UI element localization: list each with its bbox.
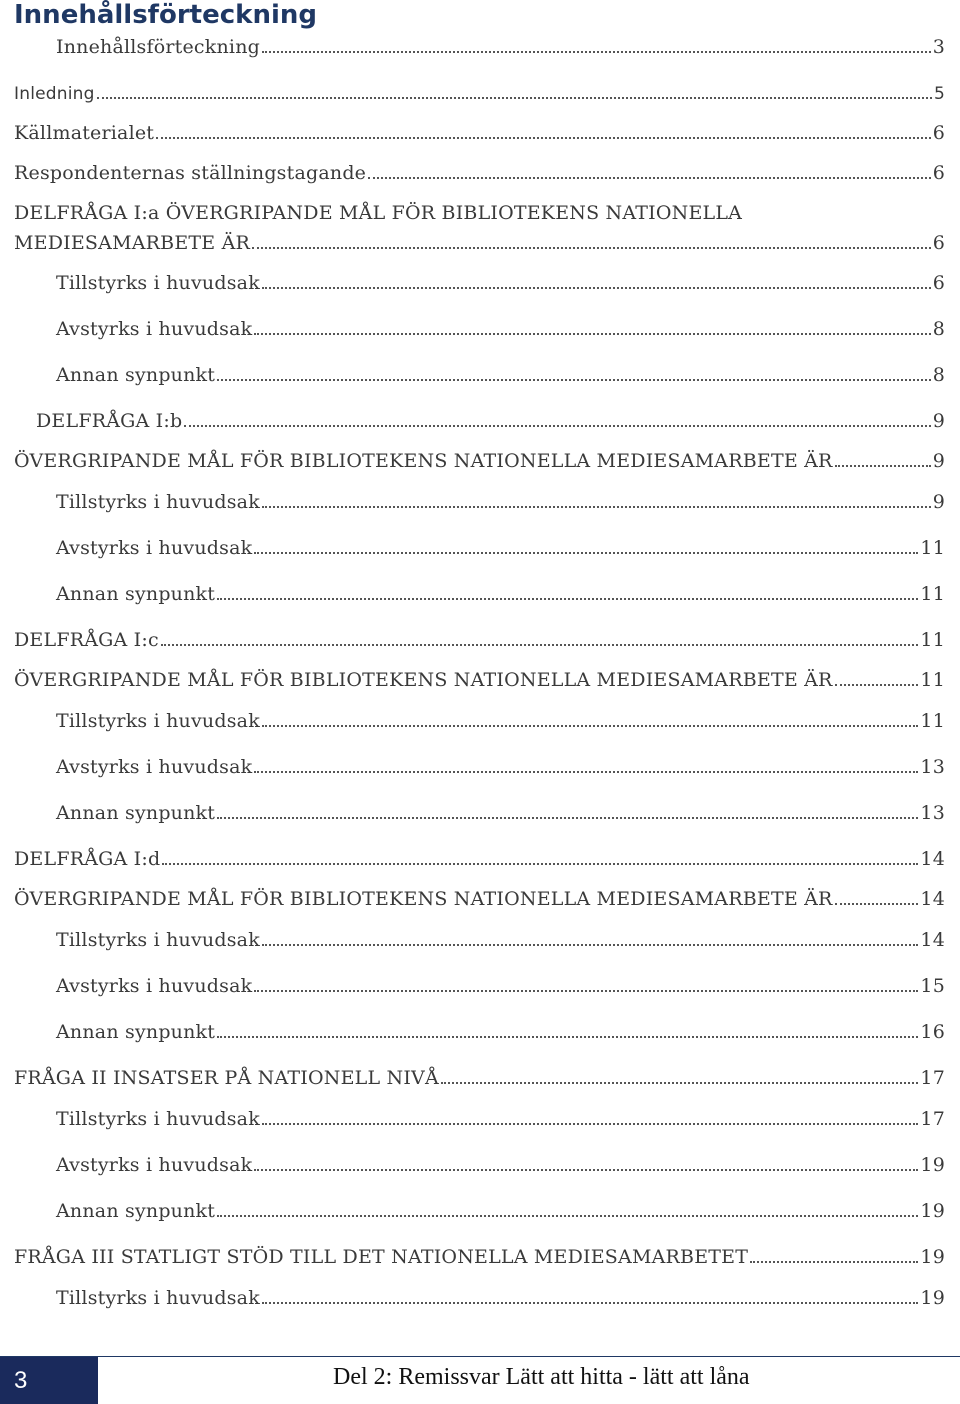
dot-leader: [254, 332, 930, 335]
toc-entry-title: FRÅGA III STATLIGT STÖD TILL DET NATIONELLA MEDIESAMARBETET: [14, 1246, 749, 1268]
toc-entry-page: 14: [920, 888, 945, 910]
toc-entry-page: 9: [932, 450, 945, 472]
footer-rule: [0, 1356, 960, 1357]
toc-entry-title: ÖVERGRIPANDE MÅL FÖR BIBLIOTEKENS NATIONELLA MEDIESAMARBETE ÄR: [14, 450, 833, 472]
toc-entry-page: 14: [920, 929, 945, 951]
dot-leader: [262, 943, 918, 946]
toc-entry-title: Avstyrks i huvudsak: [56, 756, 253, 778]
toc-entry-page: 9: [932, 491, 945, 513]
toc-entry-title: Tillstyrks i huvudsak: [56, 1108, 260, 1130]
toc-entry[interactable]: [56, 1017, 945, 1043]
dot-leader: [161, 643, 919, 646]
toc-entry-page: 8: [932, 318, 945, 340]
dot-leader: [262, 50, 931, 53]
toc-entry[interactable]: [56, 360, 945, 386]
toc-entry-page: 19: [920, 1246, 945, 1268]
toc-entry[interactable]: [56, 32, 945, 58]
toc-entry[interactable]: [56, 798, 945, 824]
toc-entry-page: 8: [932, 364, 945, 386]
toc-entry-title: Avstyrks i huvudsak: [56, 537, 253, 559]
toc-entry-page: 11: [920, 583, 945, 605]
footer-title: Del 2: Remissvar Lätt att hitta - lätt att låna: [333, 1364, 750, 1390]
toc-entry[interactable]: [56, 1150, 945, 1176]
dot-leader: [217, 1035, 918, 1038]
toc-entry[interactable]: [56, 1104, 945, 1130]
toc-entry-page: 11: [920, 537, 945, 559]
dot-leader: [217, 378, 931, 381]
toc-entry-title: Annan synpunkt: [56, 1200, 216, 1222]
toc-entry-page: 6: [932, 232, 945, 254]
toc-entry-page: 9: [932, 410, 945, 432]
toc-entry-title-line1: DELFRÅGA I:a ÖVERGRIPANDE MÅL FÖR BIBLIOTEKENS NATIONELLA: [14, 202, 743, 224]
page-number: 3: [14, 1366, 28, 1394]
toc-entry[interactable]: [14, 884, 945, 910]
toc-entry-title: Tillstyrks i huvudsak: [56, 272, 260, 294]
toc-entry-title: ÖVERGRIPANDE MÅL FÖR BIBLIOTEKENS NATIONELLA MEDIESAMARBETE ÄR: [14, 888, 833, 910]
toc-entry[interactable]: [56, 971, 945, 997]
dot-leader: [184, 424, 930, 427]
dot-leader: [217, 597, 918, 600]
toc-entry[interactable]: [56, 1196, 945, 1222]
page-number-badge: [0, 1357, 98, 1404]
toc-entry-title: Inledning: [14, 84, 95, 104]
toc-entry-title: Källmaterialet: [14, 122, 155, 144]
dot-leader: [750, 1260, 918, 1263]
toc-entry[interactable]: [56, 706, 945, 732]
toc-entry-title: Annan synpunkt: [56, 364, 216, 386]
toc-entry-page: 13: [920, 756, 945, 778]
toc-entry-page: 5: [933, 84, 945, 104]
dot-leader: [441, 1081, 919, 1084]
toc-entry-title: Tillstyrks i huvudsak: [56, 1287, 260, 1309]
toc-entry-page: 11: [920, 669, 945, 691]
toc-entry[interactable]: [36, 406, 945, 432]
dot-leader: [262, 724, 918, 727]
toc-entry[interactable]: [14, 228, 945, 254]
dot-leader: [252, 246, 931, 249]
toc-entry-title: Avstyrks i huvudsak: [56, 318, 253, 340]
toc-entry[interactable]: [56, 314, 945, 340]
toc-entry[interactable]: [14, 446, 945, 472]
toc-entry[interactable]: [14, 625, 945, 651]
dot-leader: [217, 1214, 918, 1217]
dot-leader: [262, 1301, 918, 1304]
toc-entry-page: 3: [932, 36, 945, 58]
dot-leader: [262, 286, 931, 289]
dot-leader: [835, 902, 919, 905]
toc-entry-title: DELFRÅGA I:b: [36, 410, 183, 432]
toc-entry-page: 13: [920, 802, 945, 824]
toc-entry[interactable]: [14, 665, 945, 691]
toc-heading: Innehållsförteckning: [14, 0, 317, 30]
toc-entry-page: 6: [932, 122, 945, 144]
toc-entry[interactable]: [56, 268, 945, 294]
toc-entry-page: 19: [920, 1287, 945, 1309]
toc-entry[interactable]: [14, 1242, 945, 1268]
toc-entry-title: DELFRÅGA I:c: [14, 629, 159, 651]
dot-leader: [254, 551, 918, 554]
toc-entry-title: Tillstyrks i huvudsak: [56, 491, 260, 513]
toc-entry[interactable]: [14, 158, 945, 184]
toc-entry[interactable]: [56, 487, 945, 513]
dot-leader: [254, 989, 918, 992]
dot-leader: [835, 683, 919, 686]
toc-entry-title: Innehållsförteckning: [56, 36, 260, 58]
toc-entry[interactable]: [56, 579, 945, 605]
toc-entry-title: Tillstyrks i huvudsak: [56, 929, 260, 951]
toc-entry[interactable]: [14, 1063, 945, 1089]
dot-leader: [262, 1122, 918, 1125]
toc-entry[interactable]: [14, 118, 945, 144]
toc-entry-page: 11: [920, 710, 945, 732]
toc-entry-page: 6: [932, 272, 945, 294]
dot-leader: [156, 136, 931, 139]
toc-entry-title: FRÅGA II INSATSER PÅ NATIONELL NIVÅ: [14, 1067, 439, 1089]
toc-entry-page: 15: [920, 975, 945, 997]
toc-entry-page: 16: [920, 1021, 945, 1043]
toc-entry-title: Annan synpunkt: [56, 583, 216, 605]
toc-entry-page: 14: [920, 848, 945, 870]
toc-entry-title: DELFRÅGA I:d: [14, 848, 161, 870]
toc-entry[interactable]: [56, 1283, 945, 1309]
toc-entry-page: 17: [920, 1108, 945, 1130]
dot-leader: [368, 176, 931, 179]
dot-leader: [97, 96, 932, 99]
toc-entry-title: MEDIESAMARBETE ÄR: [14, 232, 250, 254]
dot-leader: [254, 770, 918, 773]
toc-entry[interactable]: [56, 533, 945, 559]
toc-entry-page: 19: [920, 1154, 945, 1176]
toc-entry-page: 11: [920, 629, 945, 651]
dot-leader: [254, 1168, 918, 1171]
toc-entry-title: Respondenternas ställningstagande: [14, 162, 367, 184]
dot-leader: [262, 505, 931, 508]
dot-leader: [162, 862, 918, 865]
dot-leader: [217, 816, 918, 819]
toc-entry-title: Avstyrks i huvudsak: [56, 975, 253, 997]
toc-entry[interactable]: [14, 78, 945, 104]
toc-entry-title: ÖVERGRIPANDE MÅL FÖR BIBLIOTEKENS NATIONELLA MEDIESAMARBETE ÄR: [14, 669, 833, 691]
toc-entry-title: Annan synpunkt: [56, 802, 216, 824]
toc-entry[interactable]: [14, 844, 945, 870]
toc-entry[interactable]: [56, 752, 945, 778]
toc-entry-title: Avstyrks i huvudsak: [56, 1154, 253, 1176]
toc-entry-page: 17: [920, 1067, 945, 1089]
toc-entry-title: Annan synpunkt: [56, 1021, 216, 1043]
toc-entry-title: Tillstyrks i huvudsak: [56, 710, 260, 732]
toc-entry-page: 19: [920, 1200, 945, 1222]
dot-leader: [835, 464, 931, 467]
toc-entry-page: 6: [932, 162, 945, 184]
toc-entry[interactable]: [56, 925, 945, 951]
